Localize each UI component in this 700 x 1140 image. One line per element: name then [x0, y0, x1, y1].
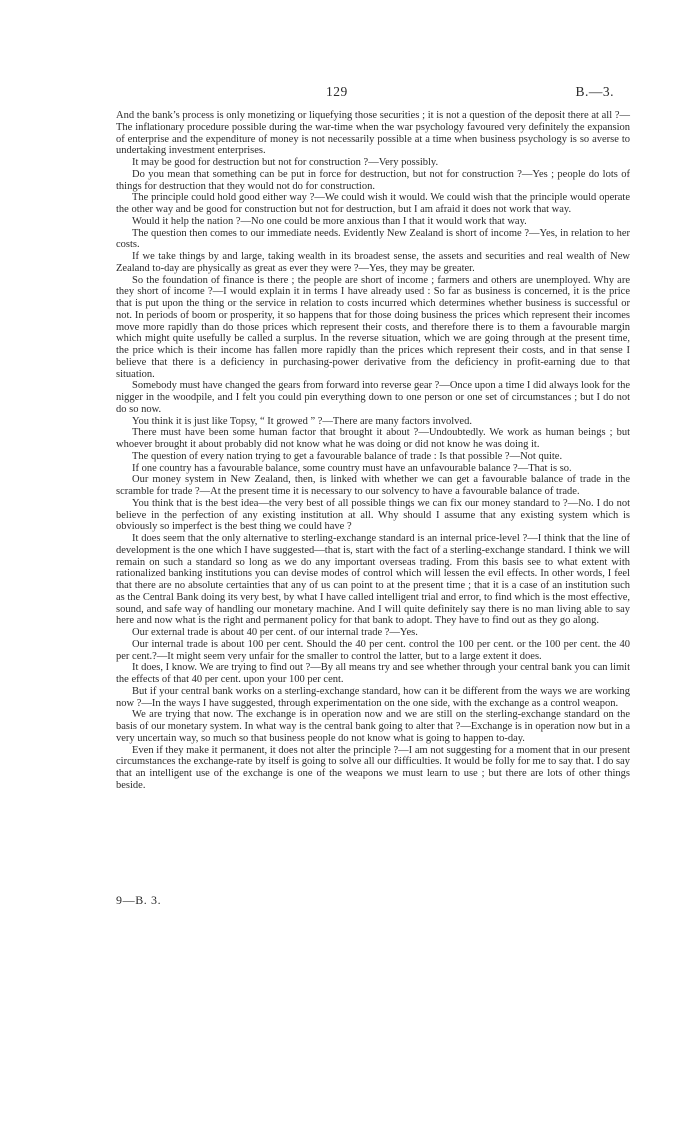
body-text: [116, 110, 630, 792]
paragraph: Would it help the nation ?—No one could be more anxious than I that it would work that way.: [132, 215, 527, 227]
paragraph: You think it is just like Topsy, “ It growed ” ?—There are many factors involved.: [132, 415, 472, 427]
paragraph: Do you mean that something can be put in force for destruction, but not for construction ?—Yes ; people do lots of things for destruction that they would not do for construction.: [116, 168, 630, 192]
paragraph: It may be good for destruction but not for construction ?—Very possibly.: [132, 157, 439, 168]
paragraph: So the foundation of finance is there ; the people are short of income ; farmers and others are unemployed. Why are they short of income ?—I would explain it in terms I have already used : So far as business is concerned, it is the price that is put upon the thing or the service in relation to costs incurred which determines whether business is successful or not. In periods of boom or prosperity, it so happens that for those doing business the prices which represent their incomes move more rapidly than do those prices which represent their costs, and therefore there is to them a favourable margin which might quite usefully be called a surplus. In the reverse situation, which we are going through at the present time, the price which is their income has fallen more rapidly than the prices which represent their costs, and in that sense I believe that there is a deficiency in purchasing-power derivative from the deficiency in profit-earning due to that situation.: [116, 274, 630, 380]
paragraph: But if your central bank works on a sterling-exchange standard, how can it be different from the ways we are working now ?—In the ways I have suggested, through experimentation on the one side, with the exchange as a control weapon.: [116, 685, 630, 709]
paragraph: If we take things by and large, taking wealth in its broadest sense, the assets and securities and real wealth of New Zealand to-day are physically as great as ever they were ?—Yes, they may be greater.: [116, 251, 630, 274]
paragraph: The question of every nation trying to get a favourable balance of trade : Is that possible ?—Not quite.: [132, 450, 563, 462]
paragraph: And the bank’s process is only monetizing or liquefying those securities ; it is not a question of the deposit there at all ?—The inflationary procedure possible during the war-time when the war psychology favoured very definitely the expansion of enterprise and the expenditure of money is not necessarily possible at a time when business psychology is so averse to undertaking investment enterprises.: [116, 110, 630, 157]
paragraph: Somebody must have changed the gears from forward into reverse gear ?—Once upon a time I did always look for the nigger in the woodpile, and I felt you could pin everything down to one person or one set of circumstances ; but I do not do so now.: [116, 380, 630, 415]
paragraph: It does, I know. We are trying to find out ?—By all means try and see whether through your central bank you can limit the effects of that 40 per cent. upon your 100 per cent.: [116, 662, 630, 685]
paragraph: Our internal trade is about 100 per cent. Should the 40 per cent. control the 100 per cent. or the 100 per cent. the 40 per cent.?—It might seem very unfair for the smaller to control the latter, but to a large extent it does.: [116, 638, 630, 662]
paragraph: You think that is the best idea—the very best of all possible things we can fix our money standard to ?—No. I do not believe in the perfection of any existing institution at all. Why should I assume that any existing system which is obviously so imperfect is the best thing we could have ?: [116, 497, 630, 533]
page-number: 129: [326, 84, 348, 99]
paragraph: There must have been some human factor that brought it about ?—Undoubtedly. We work as human beings ; but whoever brought it about probably did not know what he was doing or did not know he was doing it.: [116, 427, 630, 450]
paper-code: B.—3.: [575, 84, 614, 99]
paragraph: Our external trade is about 40 per cent. of our internal trade ?—Yes.: [132, 627, 418, 638]
paragraph: Our money system in New Zealand, then, is linked with whether we can get a favourable balance of trade in the scramble for trade ?—At the present time it is necessary to our solvency to have a favourable balance of trade.: [116, 474, 630, 497]
signature-code: 9—B. 3.: [116, 893, 162, 907]
paragraph: It does seem that the only alternative to sterling-exchange standard is an internal price-level ?—I think that the line of development is the one which I have suggested—that is, start with the fact of a sterling-exchange standard. I think we will remain on such a standard so long as we do any important overseas trading. From this basis see to what extent with rationalized banking institutions you can devise modes of control which will lessen the evil effects. In other words, I feel that there are no absolute certainties that any of us can point to at the present time ; that it is a case of an institution such as the Central Bank doing its very best, by what I have called intelligent trial and error, to find which is the most effective, sound, and safe way of handling our monetary machine. And I will quite definitely say there is no man living able to say here and now what is the right and permanent policy for that bank to adopt. They have to find out as they go along.: [116, 533, 630, 627]
paragraph: Even if they make it permanent, it does not alter the principle ?—I am not suggesting for a moment that in our present circumstances the exchange-rate by itself is going to solve all our difficulties. It would be folly for me to say that. I do say that an intelligent use of the exchange is one of the weapons we must learn to use ; but there are lots of other things beside.: [116, 744, 630, 791]
paragraph: If one country has a favourable balance, some country must have an unfavourable balance ?—That is so.: [132, 462, 572, 474]
paragraph: The question then comes to our immediate needs. Evidently New Zealand is short of income ?—Yes, in relation to her costs.: [116, 227, 630, 251]
paragraph: The principle could hold good either way ?—We could wish it would. We could wish that the principle would operate the other way and be good for construction but not for destruction, but I am afraid it does not work that way.: [116, 192, 630, 215]
paragraph: We are trying that now. The exchange is in operation now and we are still on the sterling-exchange standard on the basis of our monetary system. In what way is the central bank going to alter that ?—Exchange is in operation now but in a very uncertain way, so much so that business people do not know what is going to happen to-day.: [116, 709, 630, 744]
page-header: [0, 84, 700, 104]
